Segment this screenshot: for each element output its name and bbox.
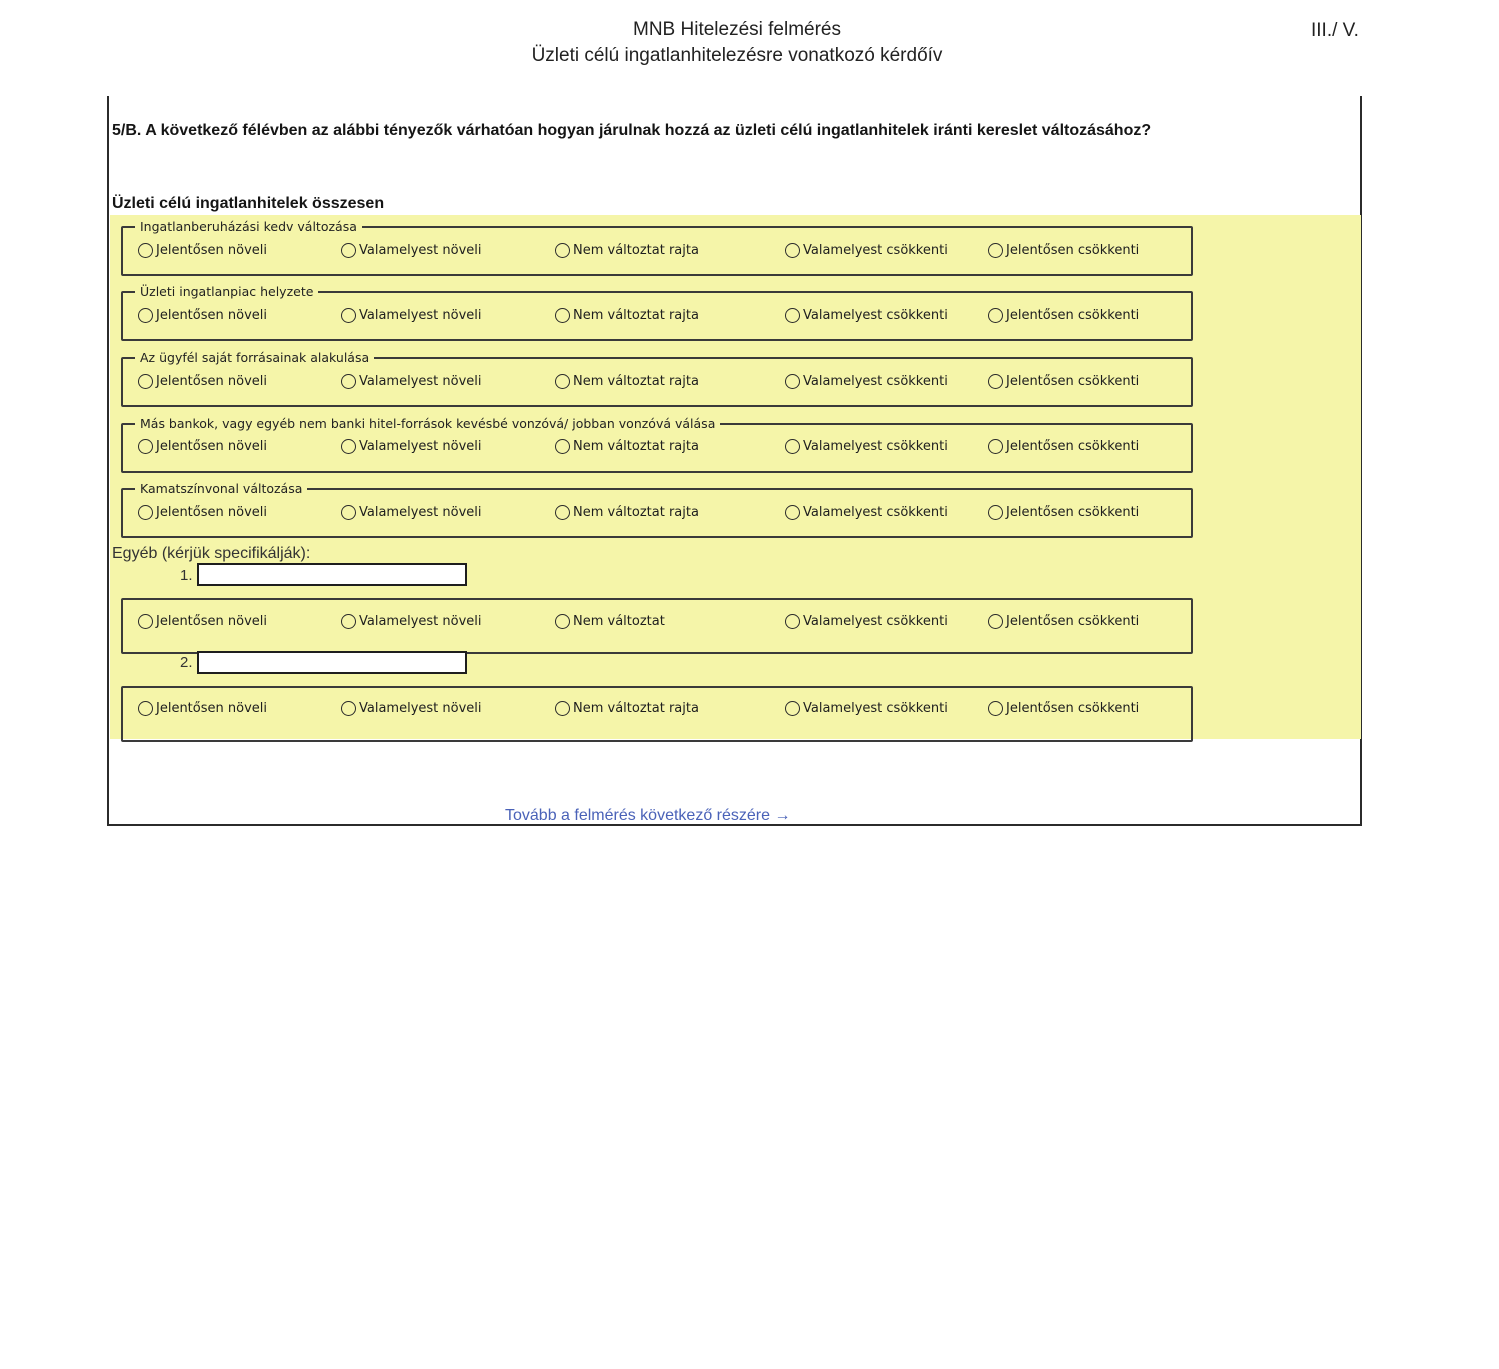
radio-button[interactable] [785,505,800,520]
radio-option[interactable]: Jelentősen csökkenti [988,505,1139,520]
other-item-number: 2. [180,654,193,671]
radio-option[interactable]: Valamelyest csökkenti [785,439,948,454]
survey-title: MNB Hitelezési felmérés [633,19,841,40]
group-legend: Az ügyfél saját forrásainak alakulása [140,350,370,365]
radio-button[interactable] [555,614,570,629]
radio-button[interactable] [988,243,1003,258]
radio-option[interactable]: Valamelyest csökkenti [785,374,948,389]
radio-option[interactable]: Valamelyest növeli [341,614,482,629]
radio-option[interactable]: Nem változtat rajta [555,439,699,454]
radio-button[interactable] [785,614,800,629]
radio-option[interactable]: Jelentősen növeli [138,308,267,323]
radio-button[interactable] [341,308,356,323]
radio-option[interactable]: Valamelyest csökkenti [785,243,948,258]
question-text: 5/B. A következő félévben az alábbi tényezők várhatóan hogyan járulnak hozzá az üzleti célú ingatlanhitelek iránti kereslet változásához? [112,122,1152,139]
radio-option[interactable]: Valamelyest növeli [341,505,482,520]
radio-option[interactable]: Nem változtat rajta [555,308,699,323]
radio-option[interactable]: Jelentősen csökkenti [988,701,1139,716]
radio-option[interactable]: Nem változtat rajta [555,243,699,258]
page-indicator: III./ V. [1311,20,1359,41]
radio-option[interactable]: Valamelyest növeli [341,243,482,258]
other-factors-label: Egyéb (kérjük specifikálják): [112,545,311,562]
radio-button[interactable] [138,308,153,323]
radio-option[interactable]: Nem változtat rajta [555,701,699,716]
radio-button[interactable] [555,374,570,389]
radio-button[interactable] [555,701,570,716]
group-legend: Üzleti ingatlanpiac helyzete [140,284,314,299]
radio-button[interactable] [785,308,800,323]
group-legend: Kamatszínvonal változása [140,481,303,496]
radio-button[interactable] [341,614,356,629]
radio-option[interactable]: Jelentősen növeli [138,505,267,520]
radio-button[interactable] [785,243,800,258]
radio-button[interactable] [988,374,1003,389]
other-item-number: 1. [180,567,193,584]
radio-button[interactable] [988,701,1003,716]
radio-button[interactable] [988,505,1003,520]
radio-option[interactable]: Nem változtat [555,614,665,629]
radio-button[interactable] [341,243,356,258]
radio-option[interactable]: Valamelyest csökkenti [785,308,948,323]
next-section-link[interactable]: Tovább a felmérés következő részére → [505,807,791,824]
radio-option[interactable]: Jelentősen növeli [138,374,267,389]
radio-button[interactable] [341,439,356,454]
radio-option[interactable]: Nem változtat rajta [555,374,699,389]
radio-option[interactable]: Jelentősen növeli [138,439,267,454]
radio-button[interactable] [785,374,800,389]
radio-button[interactable] [138,505,153,520]
radio-button[interactable] [785,701,800,716]
radio-button[interactable] [341,374,356,389]
group-legend: Más bankok, vagy egyéb nem banki hitel-források kevésbé vonzóvá/ jobban vonzóvá válása [140,416,716,431]
radio-button[interactable] [988,439,1003,454]
radio-option[interactable]: Valamelyest növeli [341,439,482,454]
radio-button[interactable] [785,439,800,454]
radio-button[interactable] [138,614,153,629]
radio-option[interactable]: Jelentősen növeli [138,243,267,258]
radio-option[interactable]: Valamelyest csökkenti [785,614,948,629]
radio-option[interactable]: Jelentősen csökkenti [988,308,1139,323]
other-factor-input-1[interactable] [197,563,467,586]
radio-button[interactable] [988,614,1003,629]
questionnaire-subtitle: Üzleti célú ingatlanhitelezésre vonatkozó kérdőív [531,45,943,66]
radio-button[interactable] [138,374,153,389]
radio-button[interactable] [555,308,570,323]
radio-option[interactable]: Jelentősen csökkenti [988,614,1139,629]
radio-button[interactable] [138,439,153,454]
radio-option[interactable]: Valamelyest csökkenti [785,505,948,520]
radio-option[interactable]: Nem változtat rajta [555,505,699,520]
group-legend: Ingatlanberuházási kedv változása [140,219,357,234]
radio-option[interactable]: Valamelyest növeli [341,308,482,323]
radio-button[interactable] [341,505,356,520]
other-factor-input-2[interactable] [197,651,467,674]
radio-button[interactable] [555,243,570,258]
radio-button[interactable] [138,243,153,258]
radio-option[interactable]: Jelentősen növeli [138,614,267,629]
radio-option[interactable]: Jelentősen csökkenti [988,439,1139,454]
radio-button[interactable] [988,308,1003,323]
radio-option[interactable]: Valamelyest csökkenti [785,701,948,716]
radio-button[interactable] [138,701,153,716]
radio-option[interactable]: Jelentősen növeli [138,701,267,716]
radio-button[interactable] [555,505,570,520]
radio-option[interactable]: Valamelyest növeli [341,701,482,716]
radio-button[interactable] [555,439,570,454]
radio-button[interactable] [341,701,356,716]
section-title: Üzleti célú ingatlanhitelek összesen [112,195,385,212]
radio-option[interactable]: Valamelyest növeli [341,374,482,389]
radio-option[interactable]: Jelentősen csökkenti [988,243,1139,258]
radio-option[interactable]: Jelentősen csökkenti [988,374,1139,389]
